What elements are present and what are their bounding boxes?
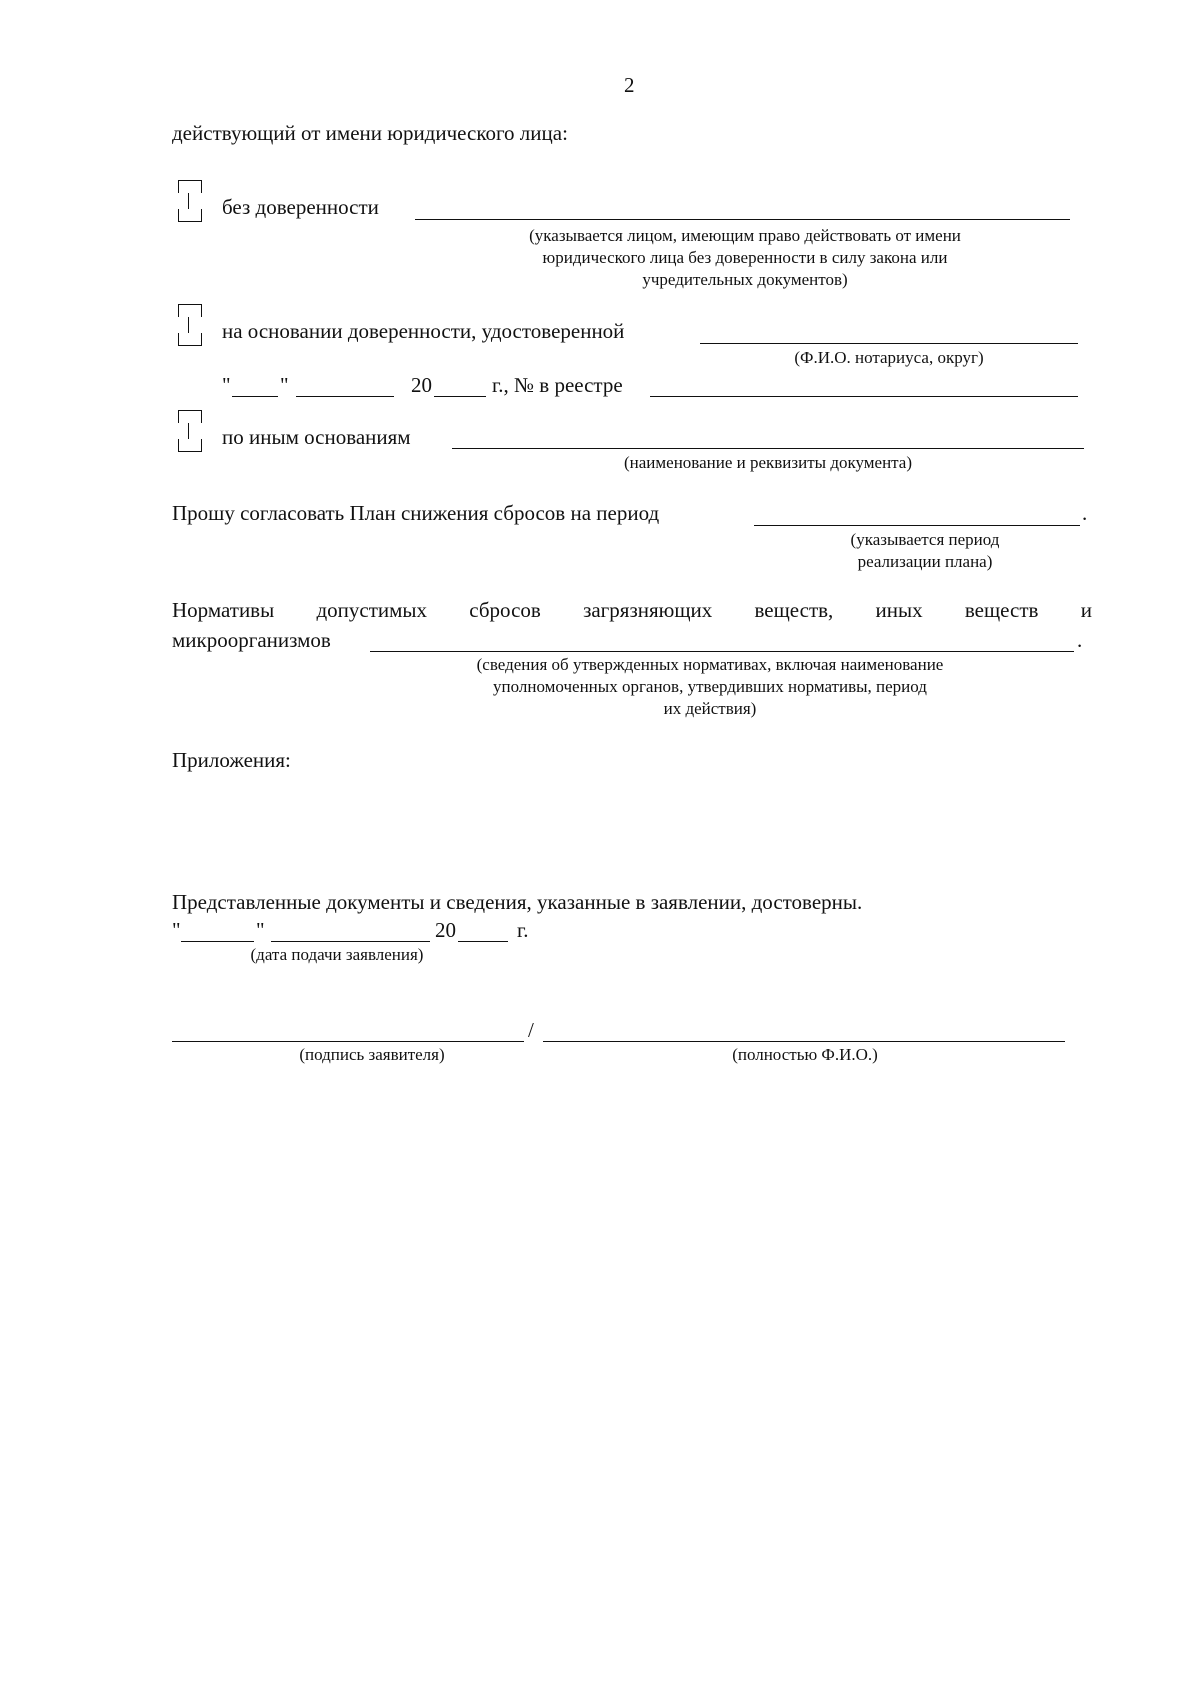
plan-period-caption (790, 529, 1060, 573)
norms-field[interactable] (370, 651, 1074, 652)
plan-request-text: Прошу согласовать План снижения сбросов на период (172, 501, 660, 525)
proxy-year-prefix: 20 (411, 373, 432, 397)
proxy-day-field[interactable] (232, 396, 278, 397)
without-proxy-caption-line: учредительных документов) (642, 270, 848, 289)
other-grounds-checkbox[interactable] (178, 410, 202, 452)
notary-caption: (Ф.И.О. нотариуса, округ) (794, 348, 984, 367)
norms-caption (380, 654, 1040, 720)
submit-day-field[interactable] (181, 941, 254, 942)
norms-line-1 (172, 598, 1092, 623)
norms-caption-line: их действия) (663, 699, 757, 718)
full-name-field[interactable] (543, 1041, 1065, 1042)
norms-word: веществ (964, 598, 1039, 622)
without-proxy-checkbox[interactable] (178, 180, 202, 222)
plan-period-end: . (1082, 501, 1088, 525)
norms-word: сбросов (469, 598, 541, 622)
proxy-date-open-quote: " (222, 373, 231, 397)
without-proxy-caption (420, 225, 1070, 291)
submit-year-prefix: 20 (435, 918, 456, 942)
confirmation-text: Представленные документы и сведения, указанные в заявлении, достоверны. (172, 890, 863, 914)
signature-field[interactable] (172, 1041, 524, 1042)
microorganisms-label: микроорганизмов (172, 628, 331, 652)
norms-caption-line: (сведения об утвержденных нормативах, включая наименование (476, 655, 944, 674)
without-proxy-caption-line: (указывается лицом, имеющим право действовать от имени (529, 226, 961, 245)
signature-caption: (подпись заявителя) (299, 1045, 445, 1064)
without-proxy-field[interactable] (415, 219, 1070, 220)
submit-date-close-quote: " (256, 918, 265, 942)
proxy-label: на основании доверенности, удостоверенной (222, 319, 625, 343)
norms-end: . (1077, 628, 1083, 652)
other-grounds-field[interactable] (452, 448, 1084, 449)
notary-field[interactable] (700, 343, 1078, 344)
submit-month-field[interactable] (271, 941, 430, 942)
page-number: 2 (624, 73, 635, 97)
acting-on-behalf-text: действующий от имени юридического лица: (172, 121, 568, 145)
submit-year-field[interactable] (458, 941, 508, 942)
without-proxy-label: без доверенности (222, 195, 379, 219)
submit-date-open-quote: " (172, 918, 181, 942)
registry-label: г., № в реестре (492, 373, 623, 397)
submit-date-caption: (дата подачи заявления) (250, 945, 424, 964)
attachments-label: Приложения: (172, 748, 291, 772)
norms-caption-line: уполномоченных органов, утвердивших нормативы, период (493, 677, 927, 696)
other-grounds-label: по иным основаниям (222, 425, 411, 449)
norms-word: Нормативы (172, 598, 275, 622)
proxy-checkbox[interactable] (178, 304, 202, 346)
without-proxy-caption-line: юридического лица без доверенности в силу закона или (542, 248, 948, 267)
norms-word: иных (875, 598, 923, 622)
submit-year-suffix: г. (517, 918, 529, 942)
plan-period-caption-line: реализации плана) (857, 552, 993, 571)
signature-separator: / (528, 1018, 534, 1042)
norms-word: допустимых (316, 598, 428, 622)
proxy-month-field[interactable] (296, 396, 394, 397)
plan-period-caption-line: (указывается период (850, 530, 1000, 549)
plan-period-field[interactable] (754, 525, 1080, 526)
other-grounds-caption: (наименование и реквизиты документа) (623, 453, 913, 472)
norms-word: веществ, (754, 598, 834, 622)
norms-word: и (1080, 598, 1092, 622)
proxy-date-close-quote: " (280, 373, 289, 397)
full-name-caption: (полностью Ф.И.О.) (732, 1045, 878, 1064)
norms-word: загрязняющих (583, 598, 713, 622)
proxy-year-field[interactable] (434, 396, 486, 397)
registry-number-field[interactable] (650, 396, 1078, 397)
